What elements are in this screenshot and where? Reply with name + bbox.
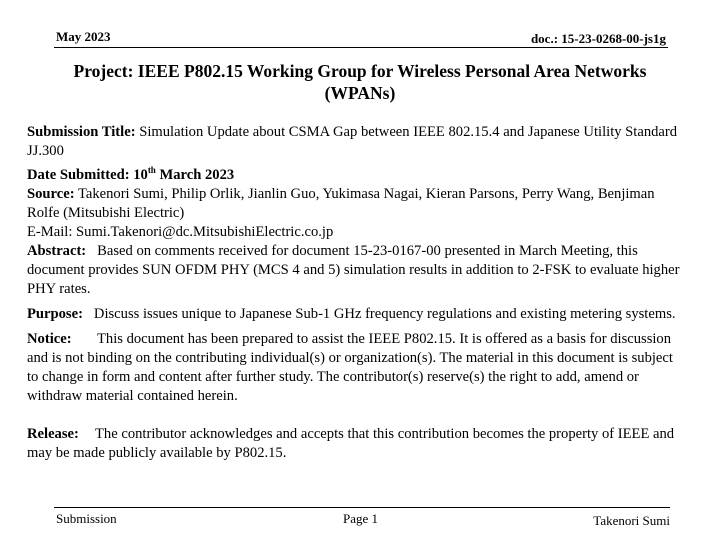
release — [27, 425, 687, 463]
notice-label: Notice: — [27, 330, 72, 347]
footer-author: Takenori Sumi — [593, 513, 670, 528]
source-value: Takenori Sumi, Philip Orlik, Jianlin Guo, Yukimasa Nagai, Kieran Parsons, Perry Wang, Benjiman Rolfe (Mitsubishi Electric) — [27, 185, 655, 221]
header-date: May 2023 — [56, 29, 111, 44]
notice — [27, 330, 687, 406]
notice-value: This document has been prepared to assist the IEEE P802.15. It is offered as a basis for discussion and is not binding on the contributing individual(s) or organization(s). The material in this document is subject to change in form and content after further study. The contributor(s) reserve(s) the right to add, amend or withdraw material contained herein. — [27, 330, 673, 404]
project-title-line1: Project: IEEE P802.15 Working Group for Wireless Personal Area Networks — [73, 61, 647, 81]
submission-title — [27, 123, 687, 161]
date-submitted-sup: th — [147, 165, 156, 175]
project-title — [40, 60, 680, 104]
email-line: E-Mail: Sumi.Takenori@dc.MitsubishiElectric.co.jp — [27, 223, 334, 240]
release-label: Release: — [27, 425, 79, 442]
footer-page-number: Page 1 — [343, 511, 379, 526]
abstract-value: Based on comments received for document 15-23-0167-00 presented in March Meeting, this document provides SUN OFDM PHY (MCS 4 and 5) simulation results in addition to 2-FSK to evaluate higher PHY rates. — [27, 242, 680, 297]
date-submitted — [27, 161, 687, 185]
footer-submission: Submission — [56, 511, 117, 526]
abstract-label: Abstract: — [27, 242, 87, 259]
release-value: The contributor acknowledges and accepts that this contribution becomes the property of IEEE and may be made publicly available by P802.15. — [27, 425, 675, 461]
abstract — [27, 242, 687, 299]
source — [27, 185, 687, 223]
submission-title-value: Simulation Update about CSMA Gap between IEEE 802.15.4 and Japanese Utility Standard JJ.300 — [27, 124, 678, 159]
footer-rule — [54, 507, 670, 508]
submission-title-label: Submission Title: — [27, 124, 136, 140]
submission-block — [27, 123, 687, 463]
project-title-line2: (WPANs) — [324, 83, 396, 103]
purpose-value: Discuss issues unique to Japanese Sub-1 GHz frequency regulations and existing metering systems. — [93, 305, 676, 322]
header-doc-number: doc.: 15-23-0268-00-js1g — [530, 31, 666, 46]
date-submitted-rest: March 2023 — [155, 166, 235, 183]
date-submitted-label: Date Submitted: 10 — [27, 166, 148, 183]
purpose-label: Purpose: — [27, 305, 83, 322]
purpose — [27, 305, 687, 324]
header-rule — [54, 47, 668, 48]
source-label: Source: — [27, 185, 75, 202]
